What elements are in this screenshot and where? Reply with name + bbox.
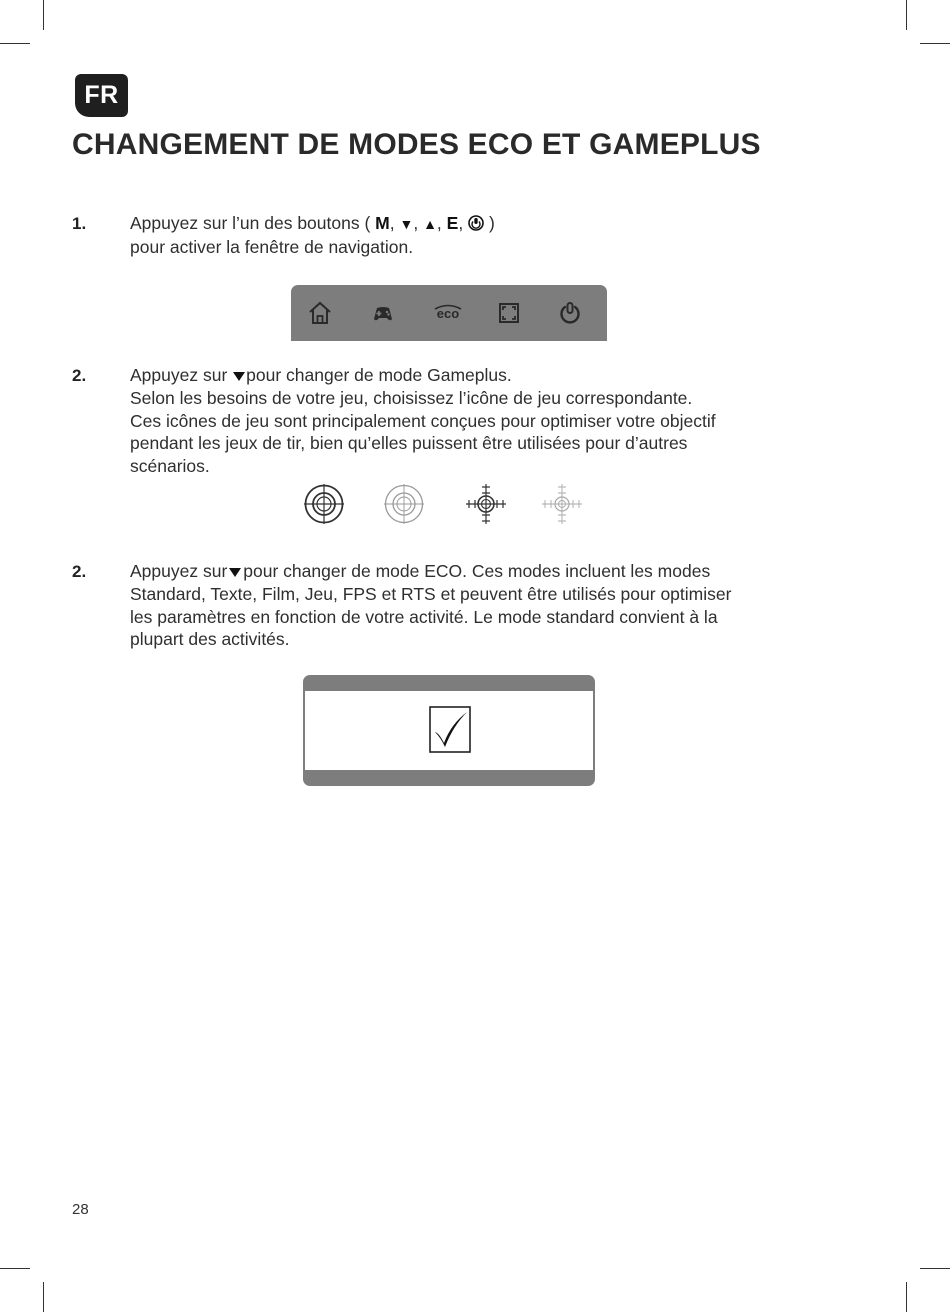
down-arrow-icon (227, 565, 243, 579)
crop-mark (906, 0, 907, 30)
step-2-line-2: Selon les besoins de votre jeu, choisissez l’icône de jeu correspondante. (130, 387, 693, 408)
step-2-number: 2. (72, 366, 87, 385)
step-2-line-4: pendant les jeux de tir, bien qu’elles puissent être utilisées pour d’autres (130, 433, 688, 454)
crop-mark (0, 43, 30, 44)
down-arrow-icon (232, 369, 246, 383)
e-key-label: E (446, 213, 459, 233)
eco-mode-window (303, 675, 595, 786)
gamepad-icon (369, 299, 397, 327)
crop-mark (0, 1268, 30, 1269)
step-3-line-3: les paramètres en fonction de votre activité. Le mode standard convient à la (130, 606, 718, 627)
home-icon (306, 299, 334, 327)
step-3-line-4: plupart des activités. (130, 629, 290, 650)
m-key-label: M (375, 213, 390, 233)
down-key-label: ▼ (399, 216, 414, 232)
crosshair-tick-bold-icon (465, 483, 507, 525)
step-2-line-3: Ces icônes de jeu sont principalement conçues pour optimiser votre objectif (130, 410, 716, 431)
checkbox-checked-icon (429, 706, 471, 753)
step-3-line-1: Appuyez sur pour changer de mode ECO. Ces modes incluent les modes (130, 561, 711, 581)
crop-mark (920, 1268, 950, 1269)
crop-mark (43, 1282, 44, 1312)
crop-mark (906, 1282, 907, 1312)
power-icon (556, 299, 584, 327)
step-1-line-2: pour activer la fenêtre de navigation. (130, 236, 414, 257)
power-joystick-icon (468, 215, 484, 231)
svg-text:eco: eco (436, 306, 460, 321)
step-1-number: 1. (72, 214, 87, 233)
step-3-text (130, 560, 850, 651)
crosshair-light-icon (383, 483, 425, 525)
eco-icon (431, 299, 465, 327)
page-number: 28 (72, 1201, 89, 1218)
language-badge: FR (75, 74, 128, 117)
up-key-label: ▲ (423, 216, 437, 232)
step-2-text (130, 364, 850, 478)
crop-mark (43, 0, 44, 30)
crosshair-bold-icon (303, 483, 345, 525)
step-1-line-1: Appuyez sur l’un des boutons ( M, ▼, ▲, E, ) (130, 213, 495, 233)
page-title: CHANGEMENT DE MODES ECO ET GAMEPLUS (72, 128, 761, 161)
step-3-line-2: Standard, Texte, Film, Jeu, FPS et RTS et peuvent être utilisés pour optimiser (130, 583, 732, 604)
step-2-line-5: scénarios. (130, 456, 210, 477)
step-1-text (130, 212, 850, 259)
crop-mark (920, 43, 950, 44)
navigation-window-bar (291, 285, 607, 341)
step-2-line-1: Appuyez sur pour changer de mode Gameplus. (130, 365, 512, 385)
eco-mode-panel (305, 691, 593, 770)
crosshair-tick-light-icon (541, 483, 583, 525)
step-3-number: 2. (72, 562, 87, 581)
frame-icon (495, 299, 523, 327)
